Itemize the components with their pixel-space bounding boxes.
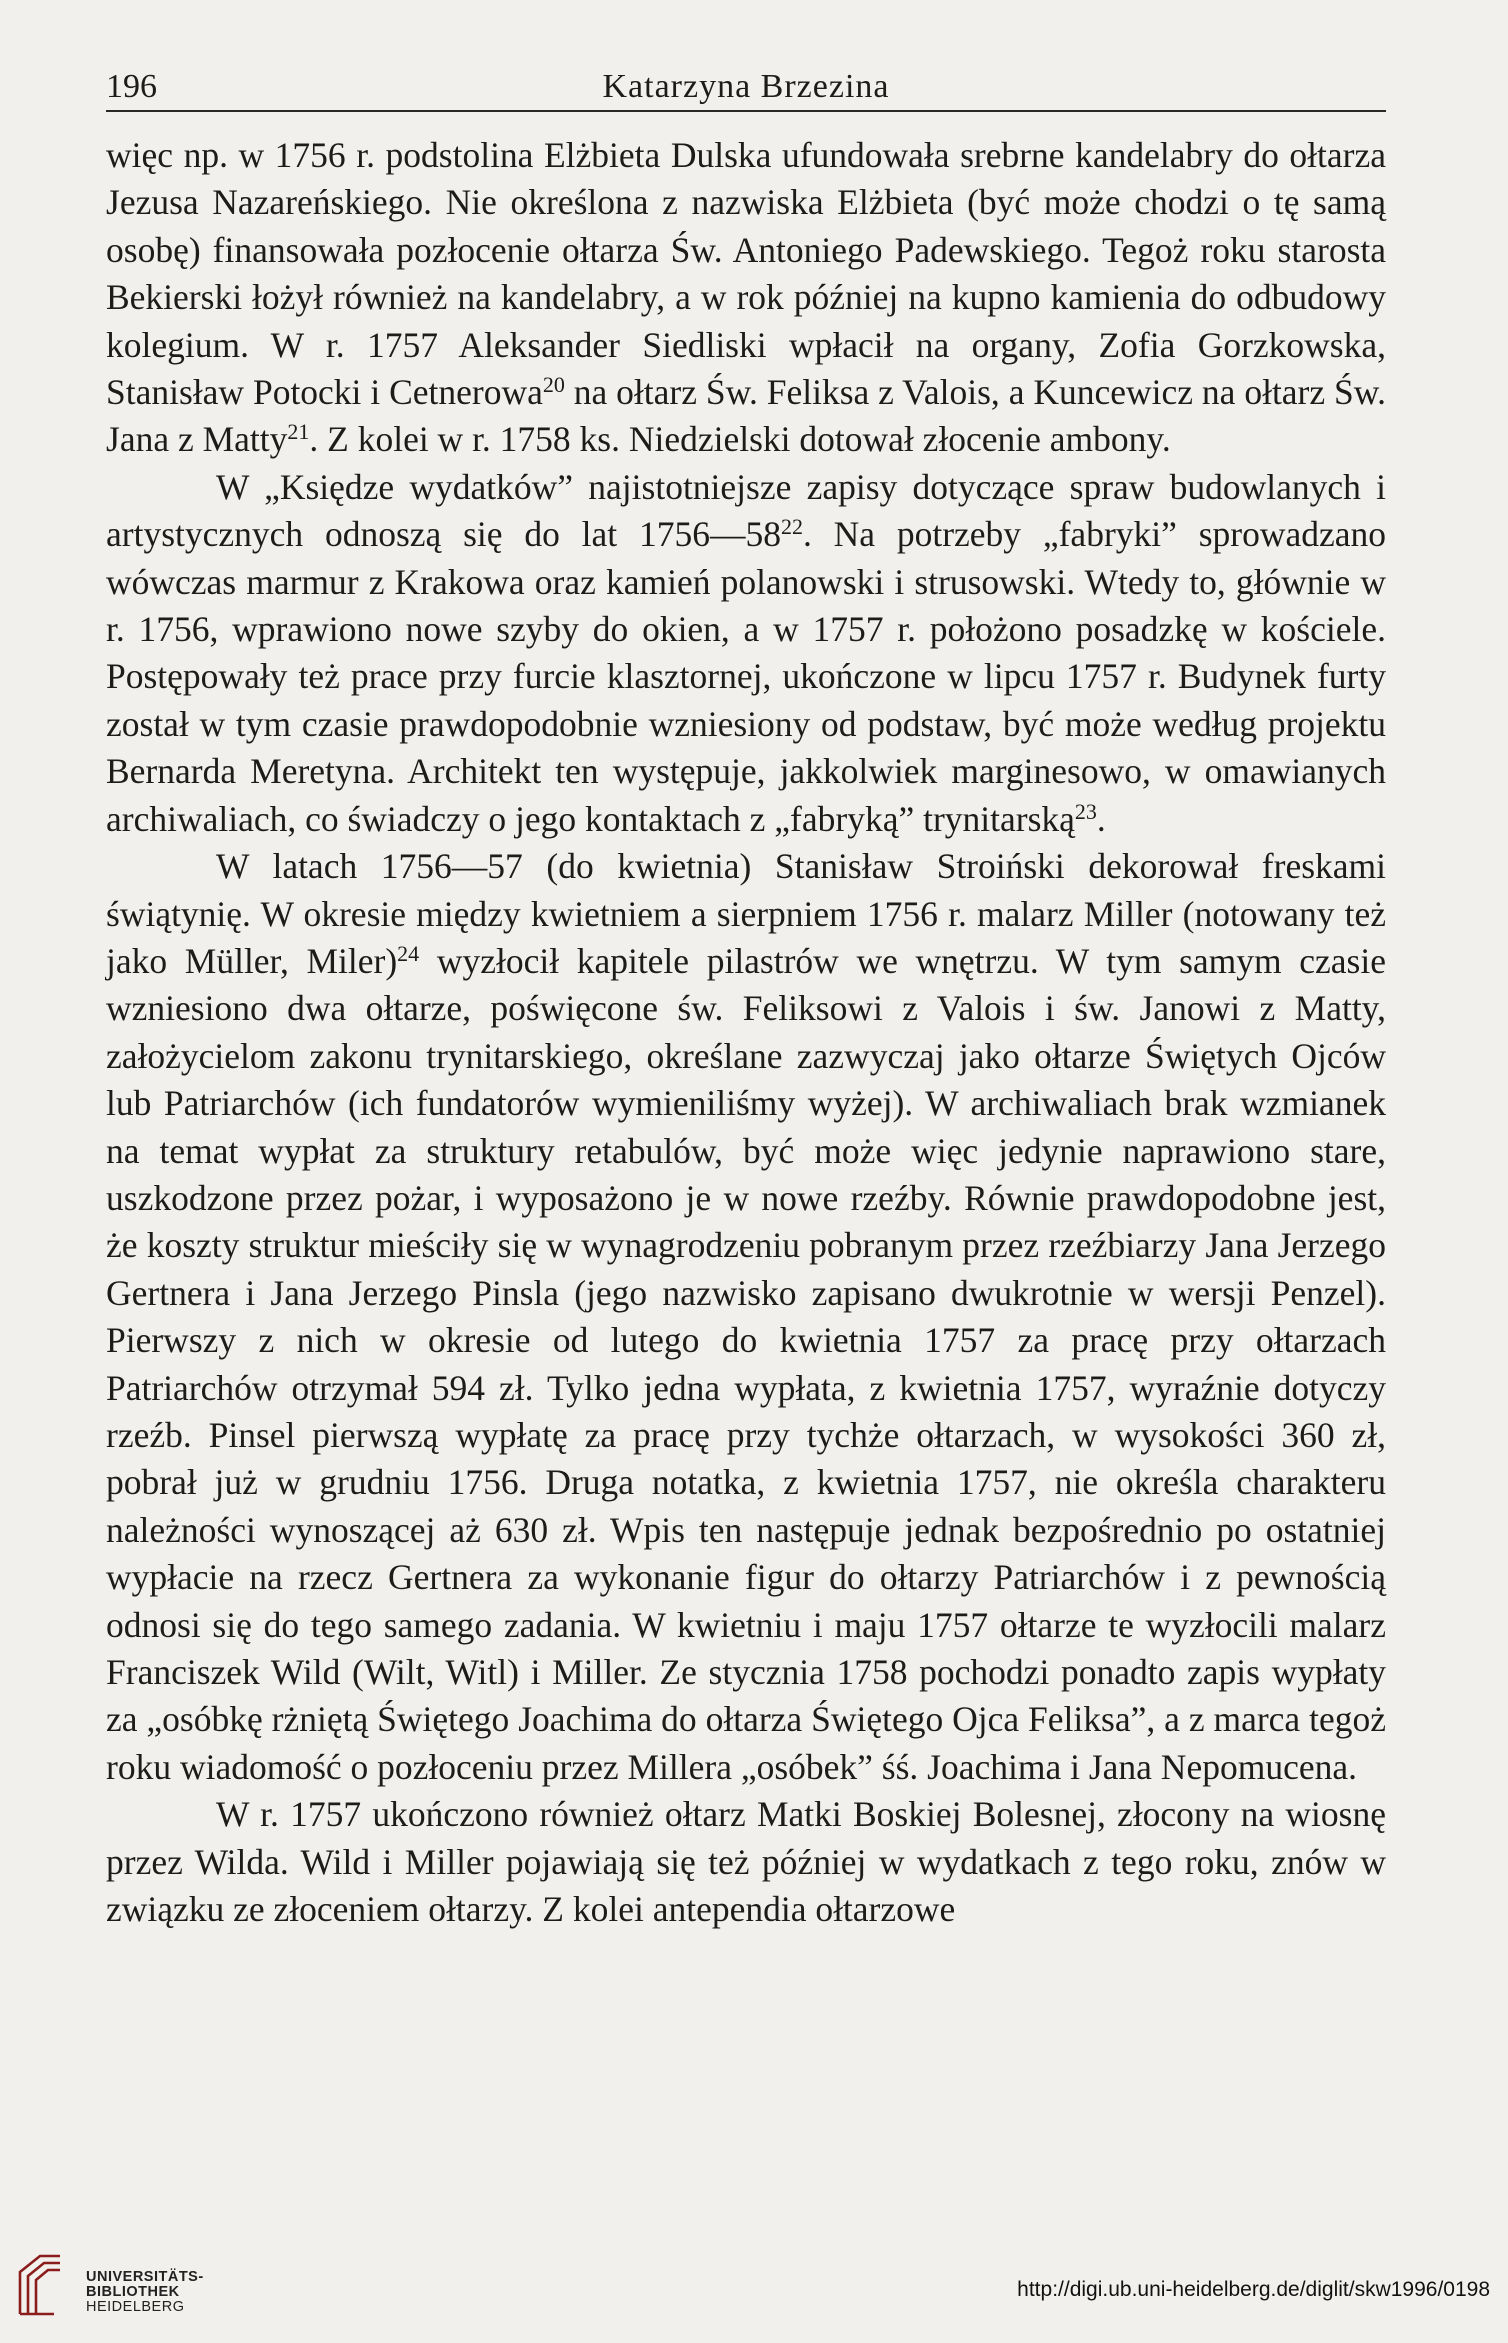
paragraph-text: na ołtarz Św. Feliksa z Valois, a Kuncewicz na ołtarz Św. Jana z Matty	[106, 372, 1386, 460]
paragraph-text: W latach 1756—57 (do kwietnia) Stanisław Stroiński dekorował freskami świątynię. W okresie między kwietniem a sierpniem 1756 r. malarz Miller (notowany też jako Müller, Miler)	[106, 846, 1386, 981]
footnote-reference[interactable]: 23	[1074, 798, 1097, 824]
footnote-reference[interactable]: 22	[780, 514, 803, 540]
paragraph-text: W „Księdze wydatków” najistotniejsze zapisy dotyczące spraw budowlanych i artystycznych odnoszą się do lat 1756—58	[106, 466, 1386, 555]
library-name-line: BIBLIOTHEK	[86, 2284, 180, 2300]
library-name-line: UNIVERSITÄTS-	[86, 2269, 204, 2285]
running-header	[106, 64, 1386, 112]
library-name-line: HEIDELBERG	[86, 2299, 185, 2315]
footnote-reference[interactable]: 24	[397, 940, 420, 966]
footer	[0, 2230, 1508, 2343]
footnote-reference[interactable]: 21	[287, 419, 310, 445]
paragraph-text: .	[1096, 798, 1106, 839]
page-number: 196	[106, 68, 157, 105]
paragraph-text: W r. 1757 ukończono również ołtarz Matki Boskiej Bolesnej, złocony na wiosnę przez Wilda. Wild i Miller pojawiają się też później w wydatkach z tego roku, znów w związku ze złoceniem ołtarzy. Z kolei antependia ołtarzowe	[106, 1794, 1386, 1930]
paragraph-text: . Z kolei w r. 1758 ks. Niedzielski dotował złocenie ambony.	[309, 419, 1171, 460]
body-paragraph	[106, 1791, 1386, 1933]
body-text	[106, 132, 1386, 1933]
body-paragraph	[106, 464, 1386, 843]
body-paragraph	[106, 132, 1386, 464]
paragraph-text: wyzłocił kapitele pilastrów we wnętrzu. W tym samym czasie wzniesiono dwa ołtarze, poświęcone św. Feliksowi z Valois i św. Janowi z Matty, założycielom zakonu trynitarskiego, określane zazwyczaj jako ołtarze Świętych Ojców lub Patriarchów (ich fundatorów wymieniliśmy wyżej). W archiwaliach brak wzmianek na temat wypłat za struktury retabulów, być może więc jedynie naprawiono stare, uszkodzone przez pożar, i wyposażono je w nowe rzeźby. Równie prawdopodobne jest, że koszty struktur mieściły się w wynagrodzeniu pobranym przez rzeźbiarzy Jana Jerzego Gertnera i Jana Jerzego Pinsla (jego nazwisko zapisano dwukrotnie w wersji Penzel). Pierwszy z nich w okresie od lutego do kwietnia 1757 za pracę przy ołtarzach Patriarchów otrzymał 594 zł. Tylko jedna wypłata, z kwietnia 1757, wyraźnie dotyczy rzeźb. Pinsel pierwszą wypłatę za pracę przy tychże ołtarzach, w wysokości 360 zł, pobrał już w grudniu 1756. Druga notatka, z kwietnia 1757, nie określa charakteru należności wynoszącej aż 630 zł. Wpis ten następuje jednak bezpośrednio po ostatniej wypłacie na rzecz Gertnera za wykonanie figur do ołtarzy Patriarchów i z pewnością odnosi się do tego samego zadania. W kwietniu i maju 1757 ołtarze te wyzłocili malarz Franciszek Wild (Wilt, Witl) i Miller. Ze stycznia 1758 pochodzi ponadto zapis wypłaty za „osóbkę rżniętą Świętego Joachima do ołtarza Świętego Ojca Feliksa”, a z marca tegoż roku wiadomość o pozłoceniu przez Millera „osóbek” śś. Joachima i Jana Nepomucena.	[106, 940, 1386, 1787]
running-header-author: Katarzyna Brzezina	[602, 68, 890, 105]
library-name	[86, 2270, 204, 2315]
paragraph-text: więc np. w 1756 r. podstolina Elżbieta Dulska ufundowała srebrne kandelabry do ołtarza Jezusa Nazareńskiego. Nie określona z nazwiska Elżbieta (być może chodzi o tę samą osobę) finansowała pozłocenie ołtarza Św. Antoniego Padewskiego. Tegoż roku starosta Bekierski łożył również na kandelabry, a w rok później na kupno kamienia do odbudowy kolegium. W r. 1757 Aleksander Siedliski wpłacił na organy, Zofia Gorzkowska, Stanisław Potocki i Cetnerowa	[106, 135, 1386, 413]
source-url-link[interactable]: http://digi.ub.uni-heidelberg.de/diglit/skw1996/0198	[1017, 2278, 1490, 2301]
ub-heidelberg-logo-icon[interactable]	[14, 2250, 80, 2320]
body-paragraph	[106, 843, 1386, 1791]
paragraph-text: . Na potrzeby „fabryki” sprowadzano wówczas marmur z Krakowa oraz kamień polanowski i strusowski. Wtedy to, głównie w r. 1756, wprawiono nowe szyby do okien, a w 1757 r. położono posadzkę w kościele. Postępowały też prace przy furcie klasztornej, ukończone w lipcu 1757 r. Budynek furty został w tym czasie prawdopodobnie wzniesiony od podstaw, być może według projektu Bernarda Meretyna. Architekt ten występuje, jakkolwiek marginesowo, w omawianych archiwaliach, co świadczy o jego kontaktach z „fabryką” trynitarską	[106, 514, 1386, 839]
footnote-reference[interactable]: 20	[542, 371, 565, 397]
